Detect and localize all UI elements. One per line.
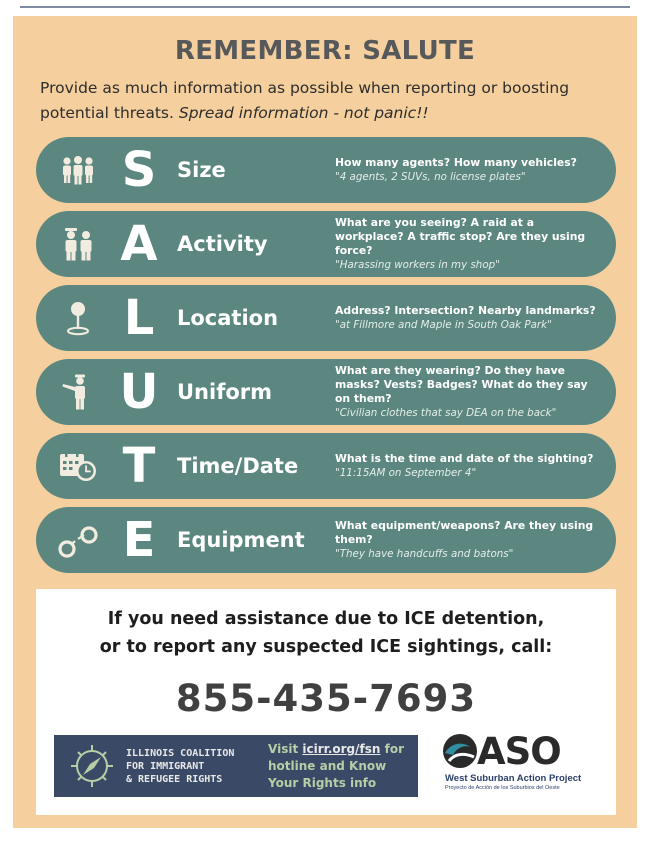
hotline-line-1: If you need assistance due to ICE detention, — [107, 609, 545, 629]
icirr-link[interactable]: icirr.org/fsn — [302, 742, 381, 756]
map-pin-icon — [58, 298, 98, 338]
salute-word: Size — [177, 158, 226, 182]
salute-row-size — [36, 137, 616, 203]
salute-row-uniform — [36, 359, 616, 425]
wsap-logo — [441, 731, 611, 801]
salute-word: Location — [177, 306, 279, 330]
icirr-name-line-1: ILLINOIS COALITION — [126, 748, 235, 759]
wave-p-logo-icon — [441, 731, 481, 771]
intro-text — [40, 76, 615, 126]
icirr-banner — [54, 735, 418, 797]
compass-logo-icon — [64, 741, 120, 791]
handcuffs-icon — [58, 520, 98, 560]
hotline-line-2: or to report any suspected ICE sightings, call: — [99, 637, 553, 657]
salute-letter: E — [122, 512, 156, 568]
salute-description — [335, 364, 605, 420]
salute-row-time-date — [36, 433, 616, 499]
salute-letter: A — [120, 216, 158, 272]
icirr-name-line-3: & REFUGEE RIGHTS — [126, 774, 223, 785]
salute-letter: L — [123, 290, 155, 346]
salute-description — [335, 156, 605, 184]
salute-question: How many agents? How many vehicles? — [335, 156, 577, 169]
salute-description — [335, 452, 605, 480]
salute-example: "4 agents, 2 SUVs, no license plates" — [335, 171, 526, 183]
salute-letter: U — [119, 364, 159, 420]
salute-letter: S — [121, 142, 157, 198]
salute-example: "They have handcuffs and batons" — [335, 548, 514, 560]
intro-emphasis: Spread information - not panic!! — [178, 104, 429, 122]
icirr-name-line-2: FOR IMMIGRANT — [126, 761, 205, 772]
salute-letter: T — [122, 438, 156, 494]
hotline-phone-number[interactable]: 855-435-7693 — [175, 677, 477, 720]
salute-question: Address? Intersection? Nearby landmarks? — [335, 304, 596, 317]
salute-question: What are they wearing? Do they have masks? Vests? Badges? What do they say on them? — [335, 364, 588, 405]
hotline-panel — [36, 589, 616, 815]
intro-main: Provide as much information as possible when reporting or boosting potential threats. — [40, 79, 570, 122]
salute-word: Uniform — [177, 380, 273, 404]
wsap-logo-text: ASO — [477, 730, 561, 773]
salute-example: "at Fillmore and Maple in South Oak Park" — [335, 319, 552, 331]
page-title: REMEMBER: SALUTE — [174, 36, 476, 66]
salute-word: Time/Date — [177, 454, 299, 478]
salute-question: What is the time and date of the sighting? — [335, 452, 594, 465]
flyer — [13, 16, 637, 828]
salute-example: "11:15AM on September 4" — [335, 467, 477, 479]
salute-word: Equipment — [177, 528, 305, 552]
salute-word: Activity — [177, 232, 268, 256]
visit-suffix: for hotline and Know Your Rights info — [268, 742, 404, 790]
salute-description — [335, 519, 605, 561]
salute-row-location — [36, 285, 616, 351]
hotline-message — [36, 605, 616, 661]
top-rule — [20, 6, 630, 8]
icirr-name — [126, 747, 258, 786]
icirr-visit-text — [268, 741, 418, 792]
visit-prefix: Visit — [268, 742, 303, 756]
salute-example: "Harassing workers in my shop" — [335, 259, 500, 271]
officer-person-icon — [58, 224, 98, 264]
salute-example: "Civilian clothes that say DEA on the back" — [335, 407, 557, 419]
uniformed-officer-icon — [58, 372, 98, 412]
salute-row-activity — [36, 211, 616, 277]
wsap-name: West Suburban Action Project — [445, 773, 582, 784]
salute-row-equipment — [36, 507, 616, 573]
salute-description — [335, 304, 605, 332]
salute-description — [335, 216, 605, 272]
calendar-clock-icon — [58, 446, 98, 486]
salute-question: What are you seeing? A raid at a workplace? A traffic stop? Are they using force? — [335, 216, 586, 257]
group-people-icon — [58, 150, 98, 190]
wsap-tagline: Proyecto de Acción de los Suburbios del Oeste — [445, 785, 560, 791]
salute-question: What equipment/weapons? Are they using them? — [335, 519, 594, 546]
